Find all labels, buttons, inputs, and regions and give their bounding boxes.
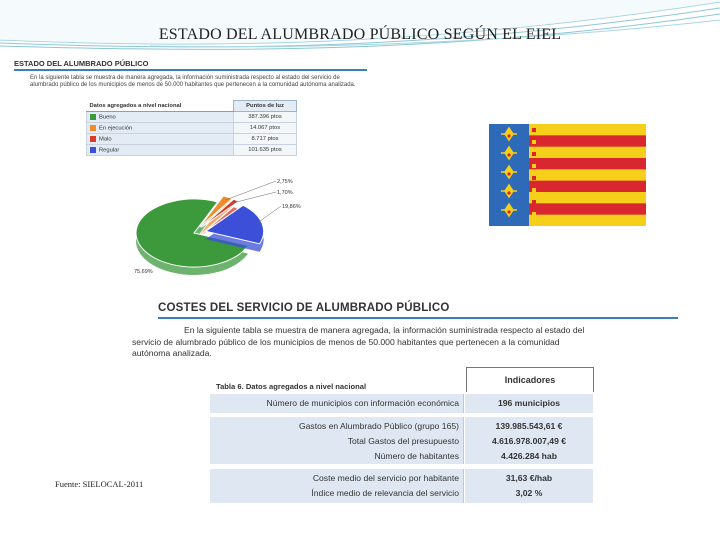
flag-border-mark [532, 212, 536, 216]
table-row [210, 394, 593, 413]
legend-swatch-malo [90, 136, 96, 142]
row-label: Índice medio de relevancia del servicio [311, 488, 459, 498]
costes-heading-rule [158, 317, 678, 319]
pie-leader-line [233, 192, 276, 203]
flag-crown-jewel [507, 172, 510, 175]
row-label: Número de habitantes [374, 451, 459, 461]
pie-leader-line [225, 181, 276, 200]
source-note: Fuente: SIELOCAL-2011 [55, 479, 144, 489]
row-label: Bueno [99, 114, 116, 121]
estado-intro: En la siguiente tabla se muestra de manera agregada, la información suministrada respecto al estado del servicio de alumbrado público de los municipios de menos de 50.000 habitantes que pertenecen a la comunidad autónoma analizada. [30, 75, 356, 89]
row-label: Malo [99, 136, 112, 143]
row-label: Regular [99, 147, 120, 154]
flag-border-mark [532, 188, 536, 192]
row-label: Total Gastos del presupuesto [347, 436, 459, 446]
table-row [87, 145, 297, 156]
slide-title: ESTADO DEL ALUMBRADO PÚBLICO SEGÚN EL EIEL [158, 26, 562, 43]
flag-crown-jewel [507, 153, 510, 156]
legend-swatch-bueno [90, 114, 96, 120]
row-value: 14.067 ptos [234, 123, 297, 134]
flag-border-mark [532, 164, 536, 168]
row-value: 31,63 €/hab [505, 473, 553, 483]
flag-red-stripe [529, 181, 646, 192]
table-row [210, 469, 593, 503]
costes-intro-line: servicio de alumbrado público de los municipios de menos de 50.000 habitantes que pertenecen a la comunidad [132, 336, 560, 347]
pie-label-malo: 1,70% [277, 190, 293, 196]
row-value: 387.396 ptos [234, 112, 297, 123]
flag-red-stripe [529, 203, 646, 214]
row-value: 8.717 ptos [234, 134, 297, 145]
flag-red-stripe [529, 158, 646, 169]
estado-table-header-value: Puntos de luz [234, 101, 297, 112]
row-label: Gastos en Alumbrado Público (grupo 165) [298, 421, 459, 431]
costes-intro-line: En la siguiente tabla se muestra de manera agregada, la información suministrada respecto al estado del [184, 325, 585, 335]
flag-border-mark [532, 128, 536, 132]
row-value: 4.616.978.007,49 € [491, 436, 567, 446]
flag-border-mark [532, 140, 536, 144]
costes-heading: COSTES DEL SERVICIO DE ALUMBRADO PÚBLICO [158, 302, 450, 314]
estado-heading: ESTADO DEL ALUMBRADO PÚBLICO [14, 59, 149, 68]
row-label: Número de municipios con información económica [210, 394, 464, 413]
table-row [87, 134, 297, 145]
valencian-flag [489, 124, 646, 226]
row-value: 4.426.284 hab [501, 451, 557, 461]
table-row [87, 123, 297, 134]
row-value: 3,02 % [515, 488, 543, 498]
estado-panel [14, 53, 367, 281]
pie-leader-line [256, 206, 281, 224]
costes-panel [132, 296, 678, 514]
row-label: En ejecución [99, 125, 133, 132]
row-value: 139.985.543,61 € [495, 421, 563, 431]
pie-label-en-ejecuci-n: 2,75% [277, 179, 293, 185]
row-label: Coste medio del servicio por habitante [312, 473, 459, 483]
row-value: 101.635 ptos [234, 145, 297, 156]
pie-label-regular: 19,86% [282, 204, 301, 210]
flag-crown-jewel [507, 210, 510, 213]
estado-pie-chart [114, 171, 364, 281]
flag-border-mark [532, 200, 536, 204]
costes-intro [132, 325, 658, 360]
estado-table-header-label: Datos agregados a nivel nacional [87, 101, 234, 112]
flag-border-mark [532, 152, 536, 156]
legend-swatch-en-ejecucion [90, 125, 96, 131]
legend-swatch-regular [90, 147, 96, 153]
costes-intro-line: autónoma analizada. [132, 348, 212, 358]
pie-label-bueno: 75,69% [134, 269, 153, 275]
estado-table [86, 100, 297, 156]
estado-heading-rule [14, 69, 367, 71]
flag-crown-jewel [507, 134, 510, 137]
indicators-header: Indicadores [466, 367, 594, 392]
flag-red-stripe [529, 135, 646, 146]
table-row [210, 417, 593, 464]
flag-border-mark [532, 176, 536, 180]
costes-table-caption: Tabla 6. Datos agregados a nivel nacional [216, 382, 367, 391]
flag-crown-jewel [507, 191, 510, 194]
table-row [87, 112, 297, 123]
row-value: 196 municipios [465, 394, 593, 413]
